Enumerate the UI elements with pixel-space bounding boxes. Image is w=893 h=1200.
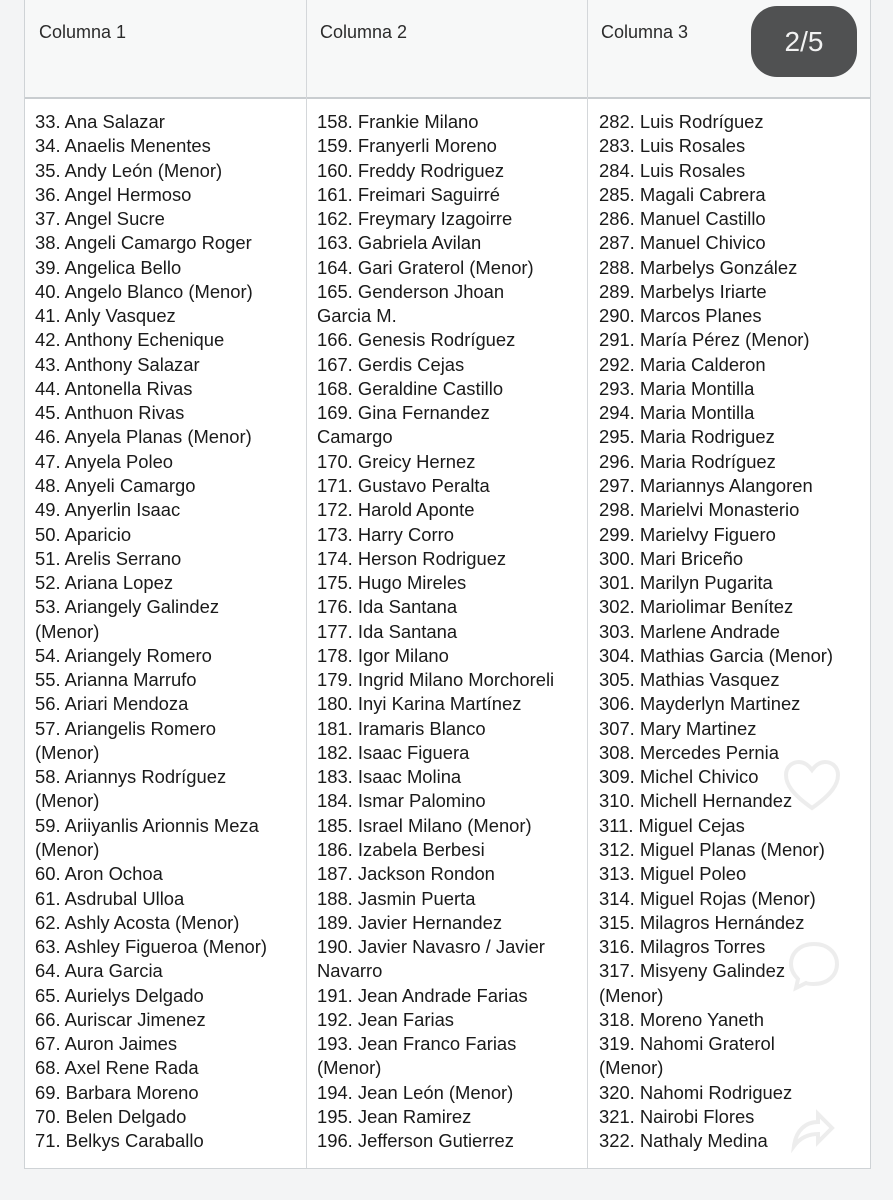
list-item: 307. Mary Martinez xyxy=(599,717,757,739)
list-item: 192. Jean Farias xyxy=(317,1008,454,1030)
list-item: 33. Ana Salazar xyxy=(35,111,165,132)
list-item: 298. Marielvi Monasterio xyxy=(599,499,800,521)
list-item: 166. Genesis Rodríguez xyxy=(317,329,516,351)
list-item: 290. Marcos Planes xyxy=(599,305,762,327)
list-item: 171. Gustavo Peralta xyxy=(317,474,490,496)
column-header-label: Columna 3 xyxy=(601,22,689,42)
comment-icon[interactable] xyxy=(786,938,842,994)
list-item: (Menor) xyxy=(599,984,664,1006)
list-item: 287. Manuel Chivico xyxy=(599,232,766,254)
list-item: 308. Mercedes Pernia xyxy=(599,741,779,763)
list-item: 292. Maria Calderon xyxy=(599,353,766,375)
list-item: 164. Gari Graterol (Menor) xyxy=(317,256,534,278)
list-item: 181. Iramaris Blanco xyxy=(317,717,486,739)
list-item: 167. Gerdis Cejas xyxy=(317,353,465,375)
list-item: 285. Magali Cabrera xyxy=(599,183,766,205)
list-item: 52. Ariana Lopez xyxy=(35,572,174,594)
list-item: 41. Anly Vasquez xyxy=(35,305,176,327)
list-item: 283. Luis Rosales xyxy=(599,135,746,157)
list-item: 294. Maria Montilla xyxy=(599,402,755,424)
list-item: 169. Gina Fernandez xyxy=(317,402,490,424)
list-item: 314. Miguel Rojas (Menor) xyxy=(599,887,816,909)
list-item: 288. Marbelys González xyxy=(599,256,798,278)
list-item: 196. Jefferson Gutierrez xyxy=(317,1130,514,1152)
list-item: 191. Jean Andrade Farias xyxy=(317,984,528,1006)
list-item: 312. Miguel Planas (Menor) xyxy=(599,838,825,860)
heart-icon[interactable] xyxy=(782,758,842,814)
list-item: 34. Anaelis Menentes xyxy=(35,135,211,157)
list-item: 62. Ashly Acosta (Menor) xyxy=(35,911,240,933)
list-item: 305. Mathias Vasquez xyxy=(599,669,780,691)
list-item: 59. Ariiyanlis Arionnis Meza xyxy=(35,814,259,836)
list-item: 317. Misyeny Galindez xyxy=(599,960,786,982)
list-item: 289. Marbelys Iriarte xyxy=(599,280,767,302)
column-header-2 xyxy=(306,0,587,97)
list-item: 46. Anyela Planas (Menor) xyxy=(35,426,252,448)
column-1-list xyxy=(35,110,267,1153)
list-item: 291. María Pérez (Menor) xyxy=(599,329,810,351)
list-item: 60. Aron Ochoa xyxy=(35,863,163,885)
list-item: 58. Ariannys Rodríguez xyxy=(35,766,227,788)
list-item: (Menor) xyxy=(35,620,100,642)
list-item: 297. Mariannys Alangoren xyxy=(599,474,813,496)
list-item: 55. Arianna Marrufo xyxy=(35,669,197,691)
list-item: 35. Andy León (Menor) xyxy=(35,159,223,181)
list-item: 47. Anyela Poleo xyxy=(35,450,174,472)
list-item: 165. Genderson Jhoan xyxy=(317,280,505,302)
list-item: 37. Angel Sucre xyxy=(35,208,165,230)
list-item: 66. Auriscar Jimenez xyxy=(35,1008,206,1030)
list-item: 313. Miguel Poleo xyxy=(599,863,747,885)
list-item: 160. Freddy Rodriguez xyxy=(317,159,505,181)
list-item: 310. Michell Hernandez xyxy=(599,790,793,812)
list-item: 42. Anthony Echenique xyxy=(35,329,225,351)
list-item: 44. Antonella Rivas xyxy=(35,377,193,399)
list-item: 293. Maria Montilla xyxy=(599,377,755,399)
list-item: 286. Manuel Castillo xyxy=(599,208,766,230)
list-item: 311. Miguel Cejas xyxy=(599,814,745,836)
list-item: 188. Jasmin Puerta xyxy=(317,887,476,909)
list-item: 38. Angeli Camargo Roger xyxy=(35,232,252,254)
list-item: 319. Nahomi Graterol xyxy=(599,1033,775,1055)
list-item: 43. Anthony Salazar xyxy=(35,353,200,375)
list-item: 70. Belen Delgado xyxy=(35,1105,187,1127)
list-item: 186. Izabela Berbesi xyxy=(317,838,485,860)
list-item: 170. Greicy Hernez xyxy=(317,450,476,472)
list-item: 193. Jean Franco Farias xyxy=(317,1033,517,1055)
column-2-list xyxy=(317,110,554,1153)
list-item: 284. Luis Rosales xyxy=(599,159,746,181)
list-item: (Menor) xyxy=(317,1057,382,1079)
list-item: Camargo xyxy=(317,426,393,448)
list-item: 56. Ariari Mendoza xyxy=(35,693,189,715)
column-divider xyxy=(587,0,588,1168)
list-item: 195. Jean Ramirez xyxy=(317,1105,472,1127)
list-item: 68. Axel Rene Rada xyxy=(35,1057,199,1079)
list-item: 162. Freymary Izagoirre xyxy=(317,208,513,230)
list-item: 306. Mayderlyn Martinez xyxy=(599,693,801,715)
list-item: 67. Auron Jaimes xyxy=(35,1033,178,1055)
list-item: 53. Ariangely Galindez xyxy=(35,596,220,618)
list-item: 50. Aparicio xyxy=(35,523,132,545)
list-item: Navarro xyxy=(317,960,383,982)
list-item: 303. Marlene Andrade xyxy=(599,620,780,642)
list-item: 61. Asdrubal Ulloa xyxy=(35,887,185,909)
list-item: 177. Ida Santana xyxy=(317,620,458,642)
list-item: Garcia M. xyxy=(317,305,397,327)
list-item: 174. Herson Rodriguez xyxy=(317,547,507,569)
share-icon[interactable] xyxy=(786,1106,838,1158)
table-header-row xyxy=(25,0,870,99)
table-sheet xyxy=(24,0,871,1169)
list-item: 65. Aurielys Delgado xyxy=(35,984,204,1006)
list-item: 180. Inyi Karina Martínez xyxy=(317,693,522,715)
page-indicator-badge[interactable]: 2/5 xyxy=(751,6,857,77)
list-item: 183. Isaac Molina xyxy=(317,766,462,788)
list-item: 321. Nairobi Flores xyxy=(599,1105,755,1127)
list-item: 189. Javier Hernandez xyxy=(317,911,503,933)
list-item: (Menor) xyxy=(35,741,100,763)
list-item: 282. Luis Rodríguez xyxy=(599,111,764,132)
list-item: 304. Mathias Garcia (Menor) xyxy=(599,644,834,666)
list-item: 54. Ariangely Romero xyxy=(35,644,212,666)
list-item: 322. Nathaly Medina xyxy=(599,1130,768,1152)
list-item: 315. Milagros Hernández xyxy=(599,911,805,933)
column-header-label: Columna 2 xyxy=(320,22,408,42)
list-item: 69. Barbara Moreno xyxy=(35,1081,199,1103)
list-item: 184. Ismar Palomino xyxy=(317,790,486,812)
list-item: 159. Franyerli Moreno xyxy=(317,135,497,157)
list-item: (Menor) xyxy=(35,838,100,860)
list-item: 175. Hugo Mireles xyxy=(317,572,467,594)
list-item: 172. Harold Aponte xyxy=(317,499,475,521)
list-item: 318. Moreno Yaneth xyxy=(599,1008,764,1030)
list-item: 187. Jackson Rondon xyxy=(317,863,495,885)
list-item: 179. Ingrid Milano Morchoreli xyxy=(317,669,555,691)
list-item: 168. Geraldine Castillo xyxy=(317,377,504,399)
column-header-1 xyxy=(25,0,306,97)
list-item: 309. Michel Chivico xyxy=(599,766,759,788)
list-item: (Menor) xyxy=(599,1057,664,1079)
list-item: 190. Javier Navasro / Javier xyxy=(317,936,545,958)
list-item: 173. Harry Corro xyxy=(317,523,454,545)
list-item: 320. Nahomi Rodriguez xyxy=(599,1081,793,1103)
list-item: 48. Anyeli Camargo xyxy=(35,474,196,496)
list-item: 301. Marilyn Pugarita xyxy=(599,572,773,594)
list-item: 194. Jean León (Menor) xyxy=(317,1081,514,1103)
list-item: 176. Ida Santana xyxy=(317,596,458,618)
list-item: 316. Milagros Torres xyxy=(599,936,766,958)
list-item: 161. Freimari Saguirré xyxy=(317,183,500,205)
list-item: 63. Ashley Figueroa (Menor) xyxy=(35,936,268,958)
list-item: 295. Maria Rodriguez xyxy=(599,426,775,448)
list-item: 300. Mari Briceño xyxy=(599,547,744,569)
column-3-list xyxy=(599,110,833,1153)
list-item: 40. Angelo Blanco (Menor) xyxy=(35,280,253,302)
list-item: (Menor) xyxy=(35,790,100,812)
list-item: 158. Frankie Milano xyxy=(317,111,479,132)
list-item: 296. Maria Rodríguez xyxy=(599,450,776,472)
list-item: 182. Isaac Figuera xyxy=(317,741,470,763)
list-item: 36. Angel Hermoso xyxy=(35,183,192,205)
column-divider xyxy=(306,0,307,1168)
list-item: 51. Arelis Serrano xyxy=(35,547,182,569)
list-item: 163. Gabriela Avilan xyxy=(317,232,482,254)
list-item: 39. Angelica Bello xyxy=(35,256,182,278)
list-item: 185. Israel Milano (Menor) xyxy=(317,814,532,836)
list-item: 45. Anthuon Rivas xyxy=(35,402,185,424)
list-item: 57. Ariangelis Romero xyxy=(35,717,216,739)
column-header-label: Columna 1 xyxy=(39,22,127,42)
list-item: 64. Aura Garcia xyxy=(35,960,163,982)
list-item: 71. Belkys Caraballo xyxy=(35,1130,204,1152)
list-item: 178. Igor Milano xyxy=(317,644,449,666)
list-item: 49. Anyerlin Isaac xyxy=(35,499,181,521)
list-item: 302. Mariolimar Benítez xyxy=(599,596,794,618)
list-item: 299. Marielvy Figuero xyxy=(599,523,776,545)
